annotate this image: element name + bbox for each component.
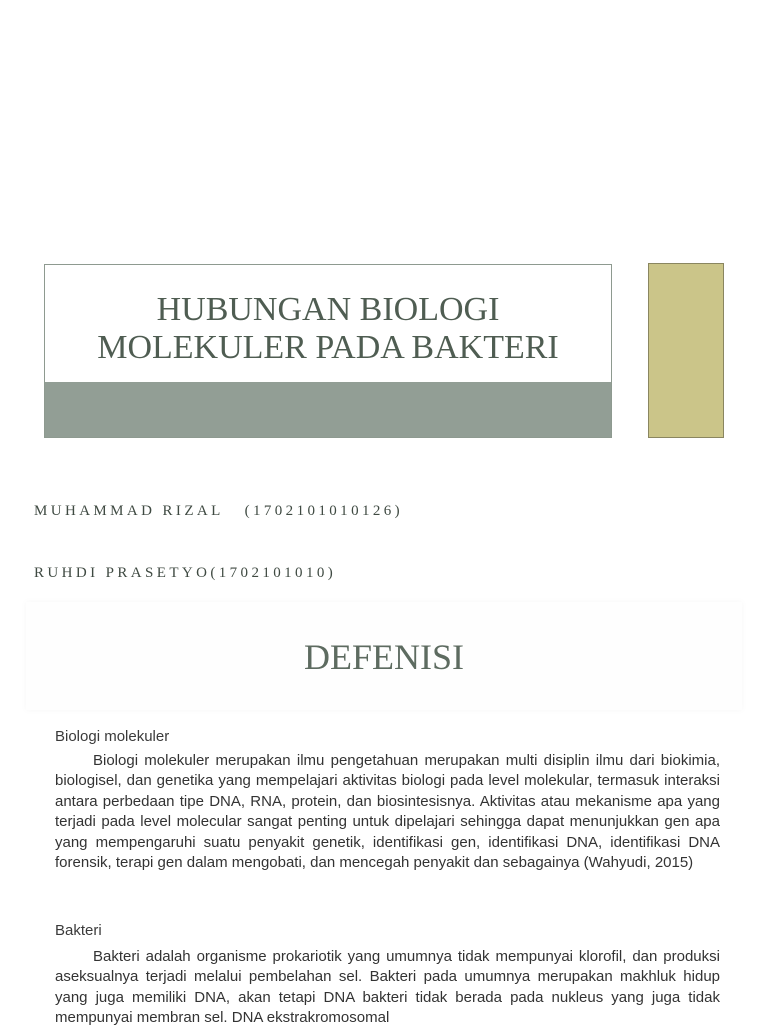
paragraph-bakteri: Bakteri adalah organisme prokariotik yang umumnya tidak mempunyai klorofil, dan produksi aseksualnya terjadi melalui pembelahan sel. Bakteri pada umumnya merupakan makhluk hidup yang juga memiliki DNA, akan tetapi DNA bakteri tidak berada pada nukleus yang juga tidak mempunyai membran sel. DNA ekstrakromosomal	[55, 948, 720, 1027]
slide-title	[45, 291, 611, 367]
author-line: MUHAMMAD RIZAL (1702101010126)	[34, 503, 404, 519]
title-band	[45, 382, 611, 437]
author-line: RUHDI PRASETYO(1702101010)	[34, 564, 337, 581]
section-body-biologi	[55, 751, 720, 873]
paragraph-biologi: Biologi molekuler merupakan ilmu pengetahuan merupakan multi disiplin ilmu dari biokimia, biologisel, dan genetika yang mempelajari aktivitas biologi pada level molekular, termasuk interaksi antara perbedaan tipe DNA, RNA, protein, dan biosintesisnya. Aktivitas atau mekanisme apa yang terjadi pada level molecular sangat penting untuk dipelajari sehingga dapat menunjukkan gen apa yang mempengaruhi suatu penyakit genetik, identifikasi gen, identifikasi DNA, identifikasi DNA forensik, terapi gen dalam mengobati, dan mencegah penyakit dan sebagainya (Wahyudi, 2015)	[55, 752, 720, 872]
section-body-bakteri	[55, 947, 720, 1029]
heading-area	[26, 602, 742, 710]
section-label-bakteri: Bakteri	[55, 922, 102, 939]
title-line-1: HUBUNGAN BIOLOGI	[156, 291, 500, 328]
accent-box	[648, 263, 724, 438]
title-line-2: MOLEKULER PADA BAKTERI	[97, 329, 559, 366]
definition-slide	[0, 598, 768, 1027]
section-label-biologi: Biologi molekuler	[55, 728, 170, 745]
slide-heading: DEFENISI	[304, 637, 464, 677]
title-box	[44, 264, 612, 438]
